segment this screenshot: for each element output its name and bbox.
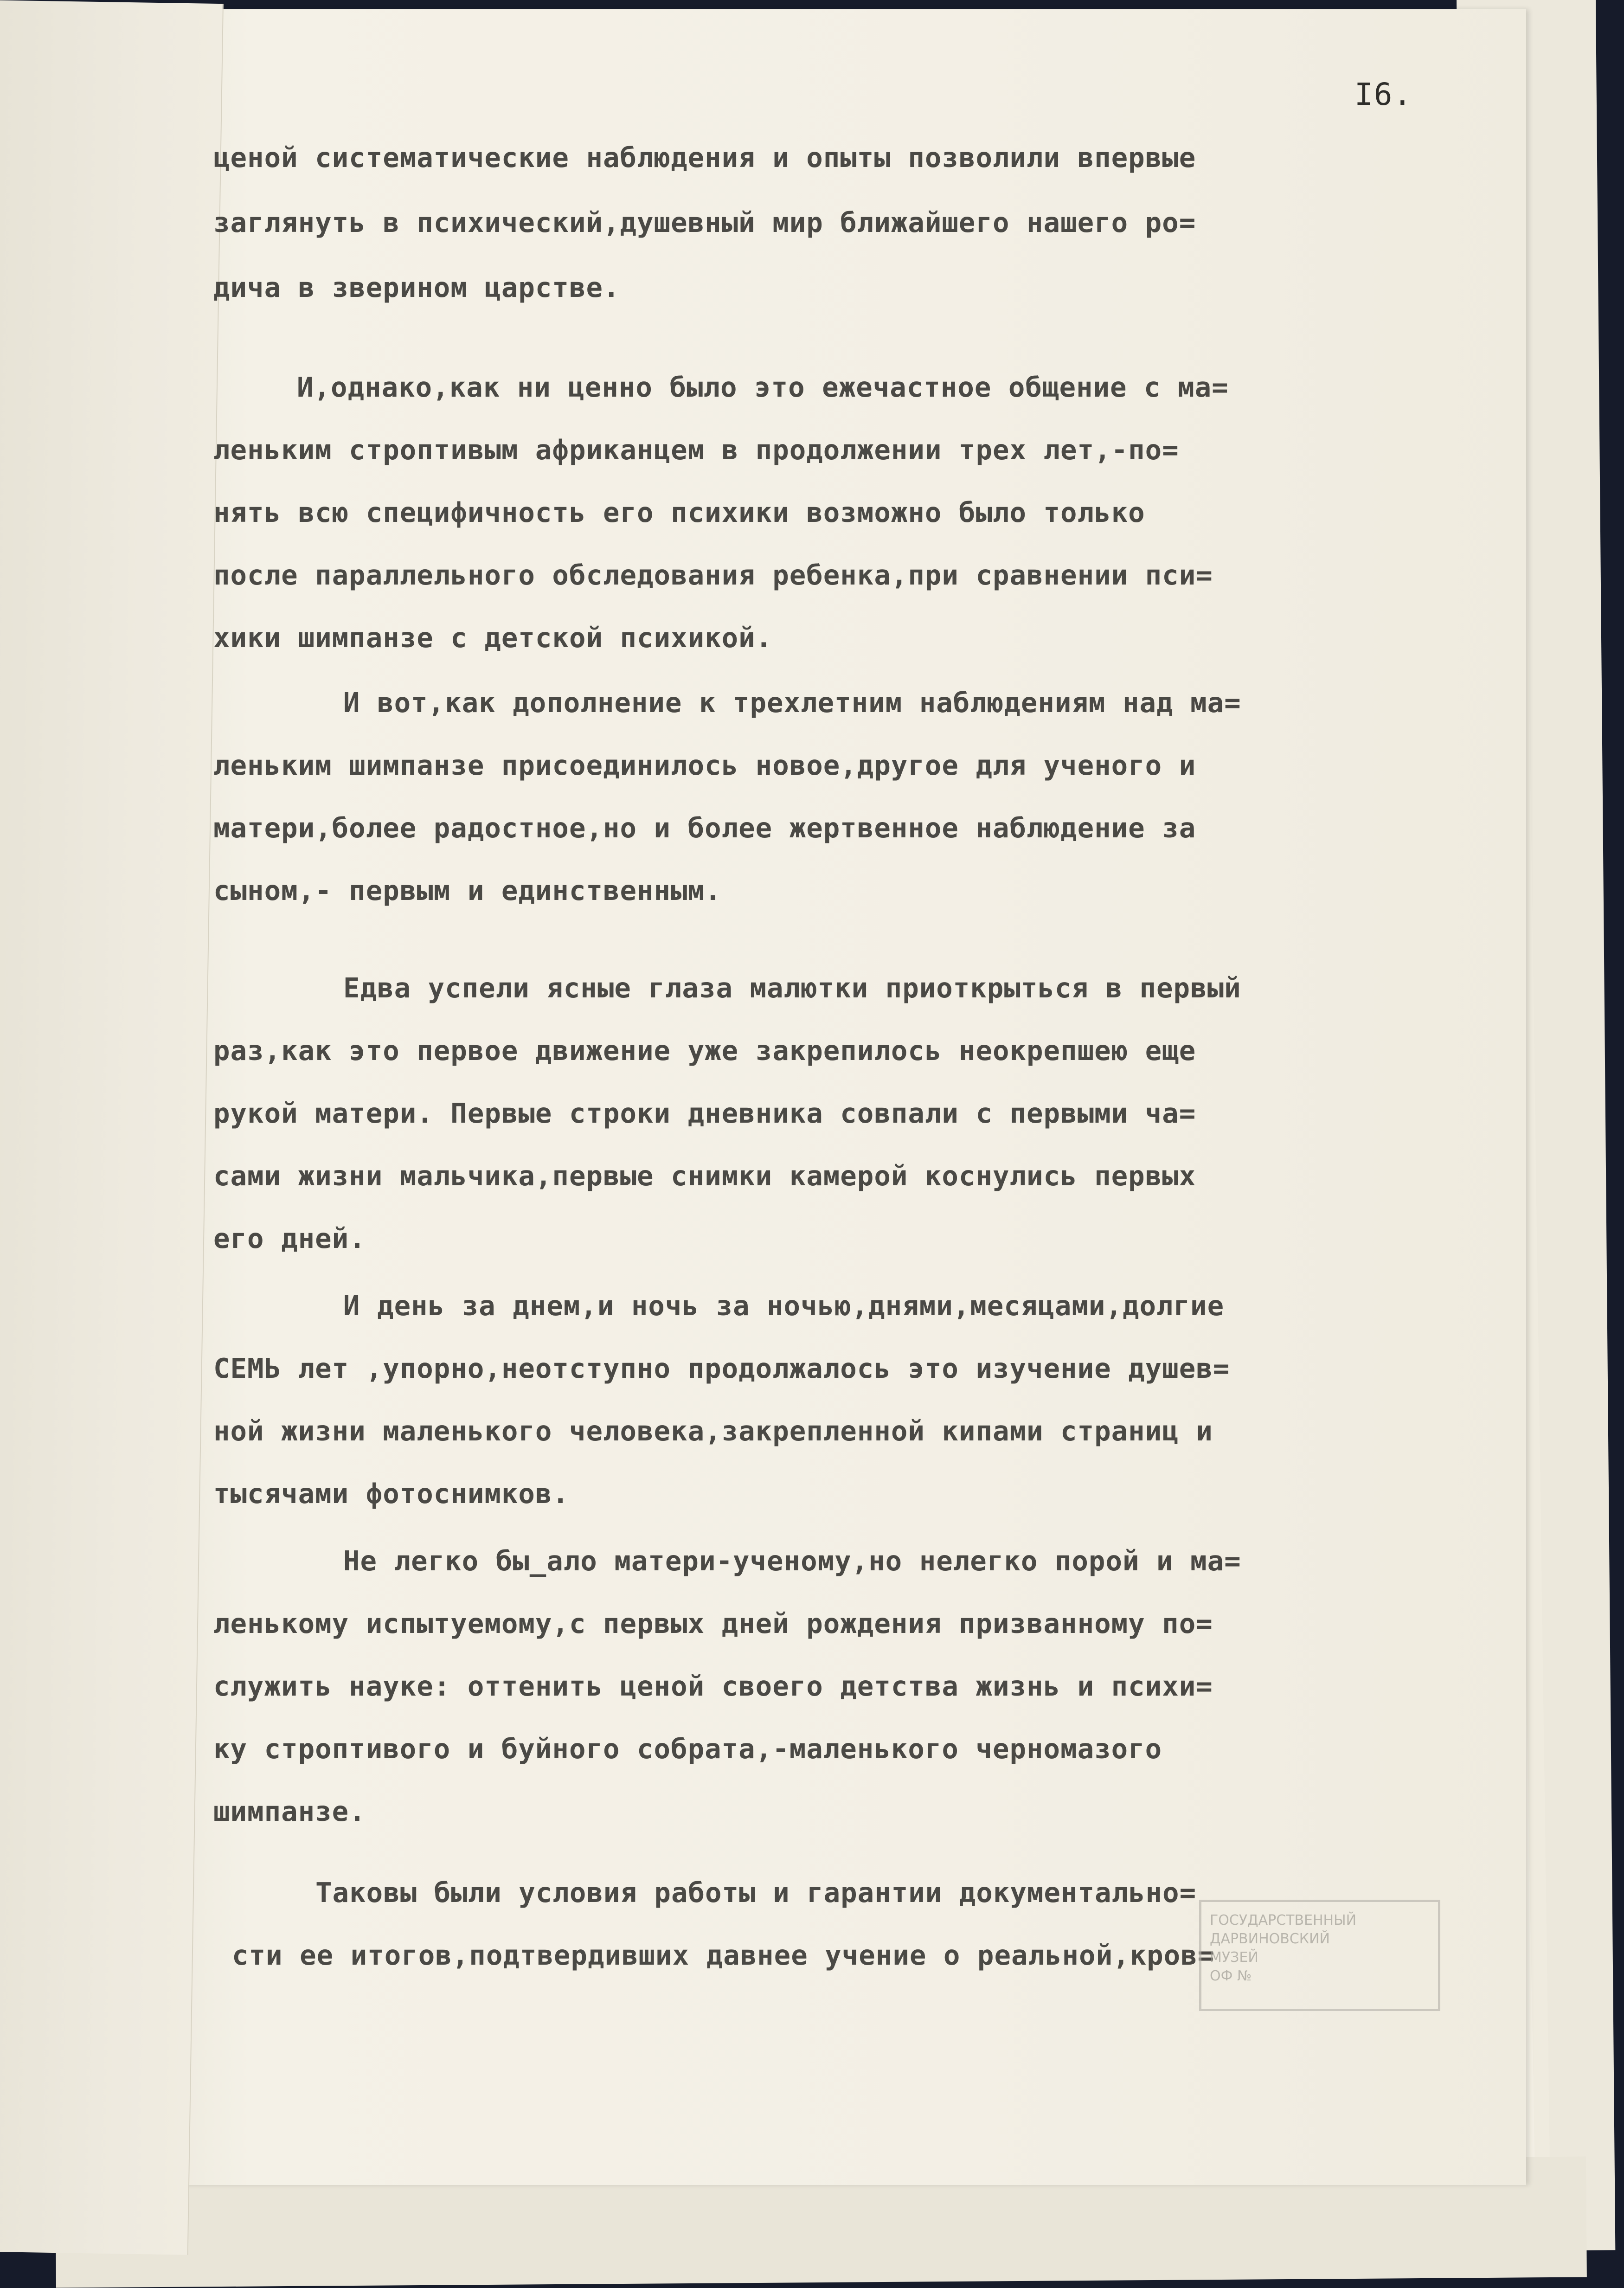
text-line: ку строптивого и буйного собрата,-маленького черномазого <box>213 1733 1162 1765</box>
text-line: И,однако,как ни ценно было это ежечастное общение с ма= <box>297 371 1229 403</box>
text-line: Не легко бы_ало матери-ученому,но нелегко порой и ма= <box>343 1545 1241 1577</box>
stamp-line: ГОСУДАРСТВЕННЫЙ <box>1210 1912 1357 1928</box>
text-line: И вот,как дополнение к трехлетним наблюдениям над ма= <box>343 687 1241 719</box>
text-line: после параллельного обследования ребенка,при сравнении пси= <box>213 559 1213 591</box>
text-line: тысячами фотоснимков. <box>213 1478 569 1510</box>
archive-stamp <box>1199 1900 1440 2011</box>
text-line: заглянуть в психический,душевный мир ближайшего нашего ро= <box>213 206 1196 238</box>
text-line: ценой систематические наблюдения и опыты позволили впервые <box>213 141 1196 174</box>
text-line: ленькому испытуемому,с первых дней рождения призванному по= <box>213 1607 1213 1639</box>
text-line: сами жизни мальчика,первые снимки камерой коснулись первых <box>213 1160 1196 1192</box>
text-line: ной жизни маленького человека,закрепленной кипами страниц и <box>213 1415 1213 1447</box>
text-line: сти ее итогов,подтвердивших давнее учение о реальной,кров= <box>232 1939 1215 1971</box>
text-line: раз,как это первое движение уже закрепилось неокрепшею еще <box>213 1035 1196 1067</box>
text-line: хики шимпанзе с детской психикой. <box>213 622 773 654</box>
text-line: матери,более радостное,но и более жертвенное наблюдение за <box>213 812 1196 844</box>
stamp-line: ДАРВИНОВСКИЙ <box>1210 1931 1330 1947</box>
text-line: сыном,- первым и единственным. <box>213 874 722 906</box>
text-line: его дней. <box>213 1222 366 1254</box>
text-line: леньким строптивым африканцем в продолжении трех лет,-по= <box>213 434 1179 466</box>
text-line: И день за днем,и ночь за ночью,днями,месяцами,долгие <box>343 1290 1225 1322</box>
text-line: Едва успели ясные глаза малютки приоткрыться в первый <box>343 972 1241 1004</box>
text-line: шимпанзе. <box>213 1795 366 1827</box>
text-line: служить науке: оттенить ценой своего детства жизнь и психи= <box>213 1670 1213 1702</box>
text-line: рукой матери. Первые строки дневника совпали с первыми ча= <box>213 1097 1196 1129</box>
page-number: I6. <box>1354 77 1413 112</box>
text-line: СЕМЬ лет ,упорно,неотступно продолжалось это изучение душев= <box>213 1352 1230 1384</box>
text-line: леньким шимпанзе присоединилось новое,другое для ученого и <box>213 749 1196 781</box>
stamp-line: МУЗЕЙ <box>1210 1949 1258 1966</box>
stamp-line: ОФ № <box>1210 1968 1252 1984</box>
text-line: дича в зверином царстве. <box>213 271 620 303</box>
text-line: нять всю специфичность его психики возможно было только <box>213 496 1145 528</box>
text-line: Таковы были условия работы и гарантии документально= <box>315 1877 1197 1909</box>
